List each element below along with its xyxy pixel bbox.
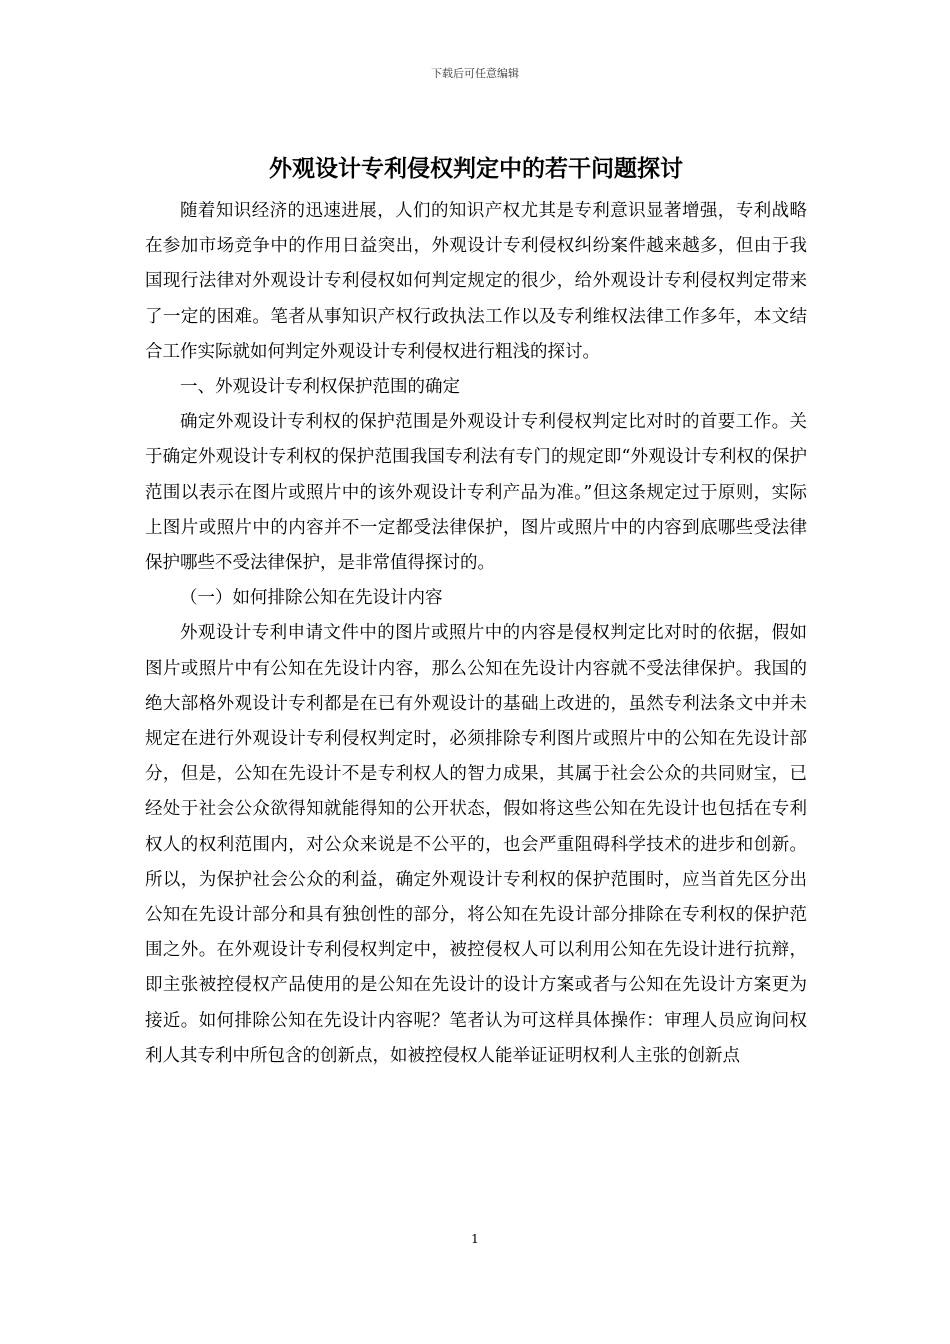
subsection-1-paragraph: 外观设计专利申请文件中的图片或照片中的内容是侵权判定比对时的依据，假如图片或照片中有公知在先设计内容，那么公知在先设计内容就不受法律保护。我国的绝大部格外观设计专利都是在已有外观设计的基础上改进的，虽然专利法条文中并未规定在进行外观设计专利侵权判定时，必须排除专利图片或照片中的公知在先设计部分，但是，公知在先设计不是专利权人的智力成果，其属于社会公众的共同财宝，已经处于社会公众欲得知就能得知的公开状态，假如将这些公知在先设计也包括在专利权人的权利范围内，对公众来说是不公平的，也会严重阻碍科学技术的进步和创新。所以，为保护社会公众的利益，确定外观设计专利权的保护范围时，应当首先区分出公知在先设计部分和具有独创性的部分，将公知在先设计部分排除在专利权的保护范围之外。在外观设计专利侵权判定中，被控侵权人可以利用公知在先设计进行抗辩，即主张被控侵权产品使用的是公知在先设计的设计方案或者与公知在先设计方案更为接近。如何排除公知在先设计内容呢？笔者认为可这样具体操作：审理人员应询问权利人其专利中所包含的创新点，如被控侵权人能举证证明权利人主张的创新点 [145,623,807,1066]
subsection-heading-1: （一）如何排除公知在先设计内容 [180,588,443,609]
section-1-paragraph: 确定外观设计专利权的保护范围是外观设计专利侵权判定比对时的首要工作。关于确定外观设计专利权的保护范围我国专利法有专门的规定即“外观设计专利权的保护范围以表示在图片或照片中的该外观设计专利产品为准。”但这条规定过于原则，实际上图片或照片中的内容并不一定都受法律保护，图片或照片中的内容到底哪些受法律保护哪些不受法律保护，是非常值得探讨的。 [145,412,807,574]
page-header-note: 下载后可任意编辑 [431,67,519,80]
intro-paragraph: 随着知识经济的迅速进展，人们的知识产权尤其是专利意识显著增强，专利战略在参加市场竞争中的作用日益突出，外观设计专利侵权纠纷案件越来越多，但由于我国现行法律对外观设计专利侵权如何判定规定的很少，给外观设计专利侵权判定带来了一定的困难。笔者从事知识产权行政执法工作以及专利维权法律工作多年，本文结合工作实际就如何判定外观设计专利侵权进行粗浅的探讨。 [145,201,807,362]
page-number: 1 [471,1232,479,1246]
document-title: 外观设计专利侵权判定中的若干问题探讨 [269,156,683,182]
document-body [145,194,807,1074]
section-heading-1: 一、外观设计专利权保护范围的确定 [180,377,460,398]
